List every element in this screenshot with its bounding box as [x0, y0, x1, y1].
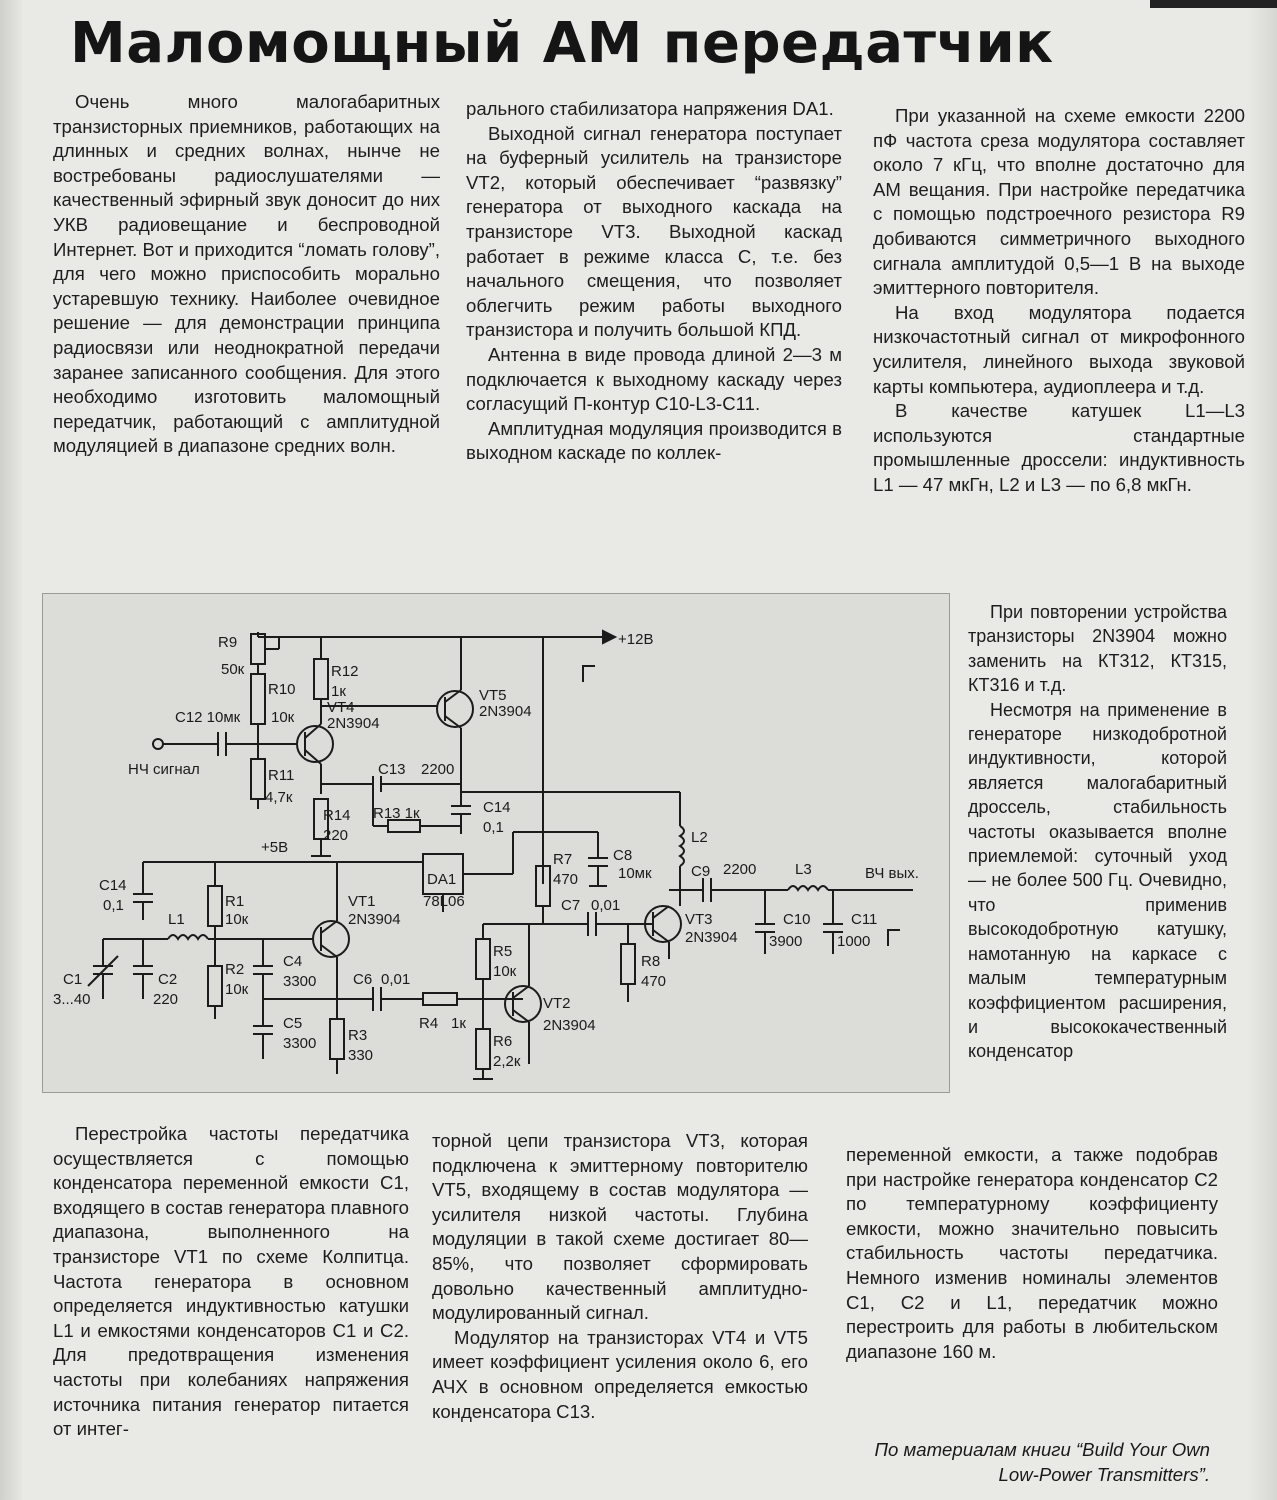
- text-column-5: [53, 1122, 409, 1442]
- label-r12-value: 1к: [331, 683, 346, 700]
- label-r2: R2: [225, 961, 245, 978]
- text-column-1: [53, 90, 440, 459]
- label-c8: C8: [613, 847, 633, 864]
- label-c5-value: 3300: [283, 1035, 317, 1052]
- paragraph: Очень много малогабаритных транзисторных приемников, работающих на длинных и средних волнах, нынче не востребованы радиослушателями — качественный эфирный звук доносит до них УКВ радиовещание и беспроводной Интернет. Вот и приходится “ломать голову”, для чего можно приспособить морально устаревшую технику. Наиболее очевидное решение — для демонстрации принципа радиосвязи или неоднократной передачи заранее записанного сообщения. Для этого необходимо изготовить маломощный передатчик, работающий с амплитудной модуляцией в диапазоне средних волн.: [53, 91, 440, 457]
- text-column-2: [466, 97, 842, 466]
- label-c11: C11: [851, 911, 878, 928]
- label-c12: C12 10мк: [175, 709, 241, 726]
- label-r1-value: 10к: [225, 911, 249, 928]
- paragraph: При указанной на схеме емкости 2200 пФ частота среза модулятора составляет около 7 кГц, что вполне достаточно для АМ вещания. При настройке передатчика с помощью подстроечного резистора R9 добиваются симметричного выходного сигнала амплитудой 0,5—1 В на выходе эмиттерного повторителя.: [873, 105, 1245, 299]
- label-r9-value: 50к: [221, 661, 245, 678]
- label-da1: DA1: [427, 871, 457, 888]
- label-vt4-type: 2N3904: [327, 715, 380, 732]
- label-c10: C10: [783, 911, 811, 928]
- label-l2: L2: [691, 829, 708, 846]
- paragraph: Модулятор на транзисторах VT4 и VT5 имеет коэффициент усиления около 6, его АЧХ в основном определяется емкостью конденсатора С13.: [432, 1326, 808, 1422]
- label-r4-value: 1к: [451, 1015, 466, 1032]
- label-vt5: VT5: [479, 687, 507, 704]
- text-column-6: [432, 1129, 808, 1424]
- article-title: Маломощный АМ передатчик: [70, 11, 1054, 76]
- label-r5: R5: [493, 943, 513, 960]
- label-r3: R3: [348, 1027, 368, 1044]
- label-r2-value: 10к: [225, 981, 249, 998]
- paragraph: Несмотря на применение в генераторе низкодобротной индуктивности, которой является малогабаритный дроссель, стабильность частоты оказывается вполне приемлемой: суточный уход — не более 500 Гц. Очевидно, что применив высокодобротную катушку, намотанную на каркасе с малым температурным коэффициентом расширения, и высококачественный конденсатор: [968, 699, 1227, 1062]
- label-output: ВЧ вых.: [865, 865, 919, 882]
- label-vt1-type: 2N3904: [348, 911, 401, 928]
- label-c14-top-value: 0,1: [483, 819, 504, 836]
- label-vt4: VT4: [327, 699, 355, 716]
- label-vt2: VT2: [543, 995, 571, 1012]
- label-r7: R7: [553, 851, 573, 868]
- label-c7: C7: [561, 897, 581, 914]
- label-r11: R11: [268, 767, 295, 784]
- label-c4-value: 3300: [283, 973, 317, 990]
- top-bar: [1150, 0, 1277, 8]
- paragraph: На вход модулятора подается низкочастотный сигнал от микрофонного усилителя, линейного выхода звуковой карты компьютера, аудиоплеера и т.д.: [873, 301, 1245, 397]
- source-attribution: По материалам книги “Build Your Own Low-Power Transmitters”.: [874, 1439, 1210, 1485]
- label-r14-value: 220: [323, 827, 349, 844]
- label-l1: L1: [168, 911, 185, 928]
- text-column-3: [873, 104, 1245, 498]
- text-column-4: [968, 600, 1227, 1064]
- label-c8-value: 10мк: [618, 865, 652, 882]
- label-c10-value: 3900: [769, 933, 803, 950]
- paragraph: торной цепи транзистора VT3, которая подключена к эмиттерному повторителю VT5, входящему в состав модулятора — усилителя низкой частоты. Глубина модуляции в такой схеме достигает 80—85%, что позволяет сформировать довольно качественный амплитудно-модулированный сигнал.: [432, 1130, 808, 1324]
- label-c13: C13: [378, 761, 406, 778]
- label-vt5-type: 2N3904: [479, 703, 532, 720]
- label-vt3: VT3: [685, 911, 713, 928]
- label-da1-type: 78L06: [423, 893, 465, 910]
- label-l3: L3: [795, 861, 812, 878]
- paragraph: Перестройка частоты передатчика осуществляется с помощью конденсатора переменной емкости С1, входящего в состав генератора плавного диапазона, выполненного на транзисторе VT1 по схеме Колпитца. Частота генератора в основном определяется индуктивностью катушки L1 и емкостями конденсаторов С1 и С2. Для предотвращения изменения частоты при колебаниях напряжения источника питания генератор питается от интег-: [53, 1123, 409, 1440]
- label-vt2-type: 2N3904: [543, 1017, 596, 1034]
- label-r6-value: 2,2к: [493, 1053, 521, 1070]
- label-r5-value: 10к: [493, 963, 517, 980]
- label-c1: C1: [63, 971, 83, 988]
- page-edge-right: [1247, 0, 1277, 1500]
- label-c6: C6: [353, 971, 373, 988]
- label-c2-value: 220: [153, 991, 179, 1008]
- label-c13-value: 2200: [421, 761, 455, 778]
- label-r9: R9: [218, 634, 238, 651]
- paragraph: При повторении устройства транзисторы 2N3904 можно заменить на КТ312, КТ315, КТ316 и т.д.: [968, 602, 1227, 696]
- label-r10: R10: [268, 681, 296, 698]
- label-r12: R12: [331, 663, 359, 680]
- circuit-schematic: [42, 593, 950, 1093]
- paragraph: Выходной сигнал генератора поступает на буферный усилитель на транзисторе VT2, который обеспечивает “развязку” генератора от выходного каскада на транзисторе VT3. Выходной каскад работает в режиме класса С, т.е. без начального смещения, что позволяет облегчить режим работы выходного транзистора и получить большой КПД.: [466, 122, 842, 341]
- label-c14-bottom: C14: [99, 877, 127, 894]
- page-edge-left: [0, 0, 22, 1500]
- text-column-7: [846, 1143, 1218, 1364]
- label-c1-value: 3...40: [53, 991, 91, 1008]
- label-c2: C2: [158, 971, 178, 988]
- label-c6-value: 0,01: [381, 971, 411, 988]
- paragraph: переменной емкости, а также подобрав при настройке генератора конденсатор С2 по температурному коэффициенту емкости, можно значительно повысить стабильность частоты передатчика. Немного изменив номиналы элементов С1, С2 и L1, передатчик можно перестроить для работы в любительском диапазоне 160 м.: [846, 1144, 1218, 1362]
- paragraph: Антенна в виде провода длиной 2—3 м подключается к выходному каскаду через согласущий П-контур С10-L3-С11.: [466, 343, 842, 415]
- paragraph: Амплитудная модуляция производится в выходном каскаде по коллек-: [466, 417, 842, 464]
- paragraph: В качестве катушек L1—L3 используются стандартные промышленные дроссели: индуктивность L1 — 47 мкГн, L2 и L3 — по 6,8 мкГн.: [873, 400, 1245, 495]
- label-input: НЧ сигнал: [128, 761, 200, 778]
- label-r1: R1: [225, 893, 245, 910]
- label-r6: R6: [493, 1033, 513, 1050]
- label-supply-12v: +12В: [618, 631, 654, 648]
- label-c5: C5: [283, 1015, 303, 1032]
- label-c9-value: 2200: [723, 861, 757, 878]
- label-r8-value: 470: [641, 973, 667, 990]
- label-r10-value: 10к: [271, 709, 295, 726]
- label-r8: R8: [641, 953, 661, 970]
- label-c7-value: 0,01: [591, 897, 621, 914]
- label-c14-bottom-value: 0,1: [103, 897, 124, 914]
- label-r7-value: 470: [553, 871, 579, 888]
- label-r14: R14: [323, 807, 351, 824]
- label-c4: C4: [283, 953, 303, 970]
- label-c11-value: 1000: [837, 933, 871, 950]
- schematic-labels: [53, 631, 919, 1070]
- label-c9: C9: [691, 863, 711, 880]
- label-r13: R13 1к: [373, 805, 420, 822]
- paragraph: рального стабилизатора напряжения DA1.: [466, 98, 834, 119]
- label-vt1: VT1: [348, 893, 376, 910]
- label-r11-value: 4,7к: [265, 789, 293, 806]
- label-r3-value: 330: [348, 1047, 374, 1064]
- label-supply-5v: +5В: [261, 839, 289, 856]
- label-c14-top: C14: [483, 799, 511, 816]
- schematic-drawing: [43, 594, 949, 1092]
- label-r4: R4: [419, 1015, 439, 1032]
- label-vt3-type: 2N3904: [685, 929, 738, 946]
